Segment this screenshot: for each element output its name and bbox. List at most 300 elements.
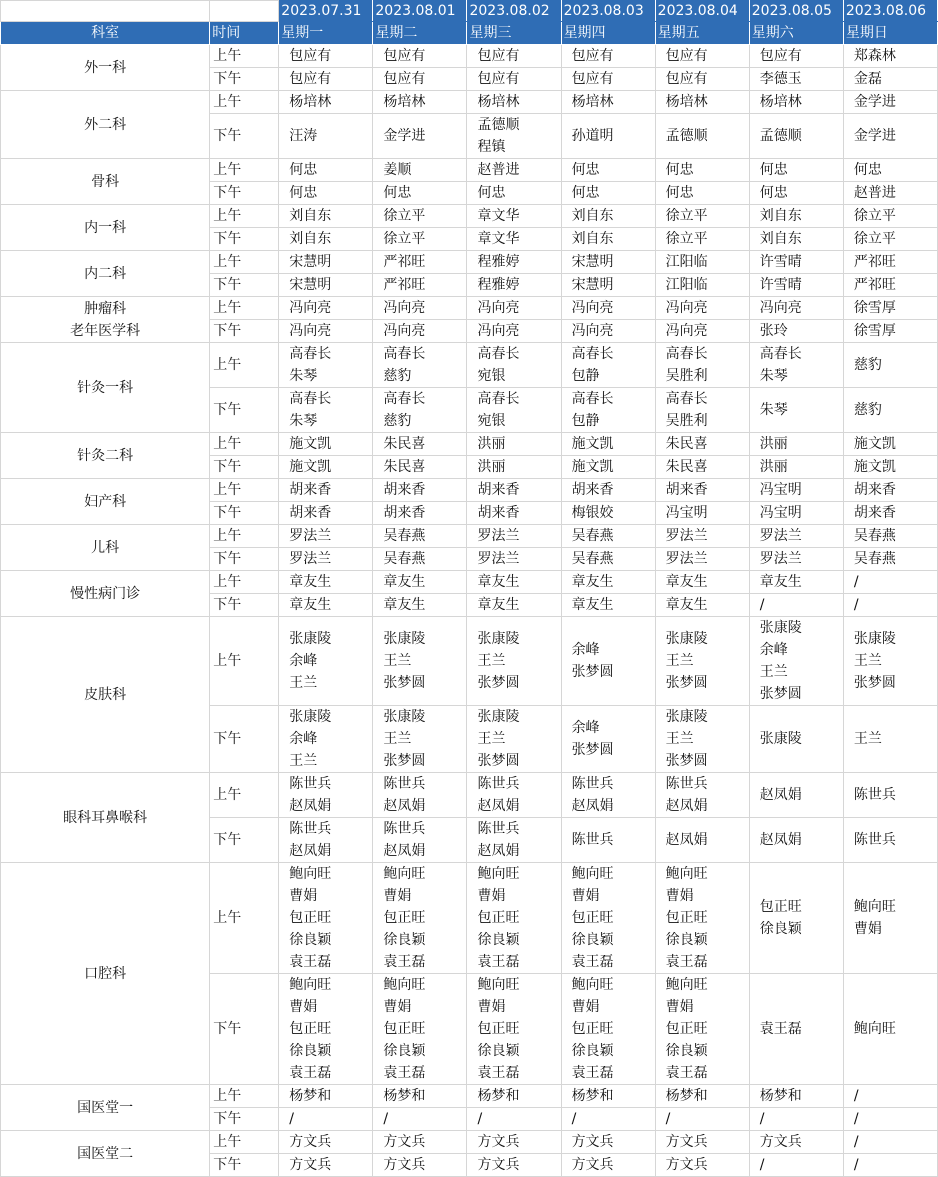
doctor-cell [279,479,373,502]
schedule-row [1,433,938,456]
doctor-name: 杨培林 [759,94,802,110]
doctor-cell [373,68,467,91]
doctor-name: 章友生 [665,597,708,613]
session-time: 上午 [210,91,279,114]
doctor-name: 高春长 [289,346,332,362]
doctor-name: 包应有 [571,48,614,64]
department-cell [1,479,210,525]
doctor-cell [279,182,373,205]
doctor-cell [467,297,561,320]
doctor-cell [279,91,373,114]
doctor-name: 曹娟 [571,888,600,904]
doctor-name: 陈世兵 [477,776,520,792]
doctor-name: 吴春燕 [853,551,896,567]
doctor-cell [373,571,467,594]
doctor-name: 张康陵 [289,709,332,725]
schedule-row [1,1085,938,1108]
doctor-cell [561,818,655,863]
session-time: 上午 [210,45,279,68]
doctor-name: 张康陵 [759,620,802,636]
doctor-name: 罗法兰 [289,551,332,567]
doctor-cell [843,320,937,343]
doctor-cell [467,228,561,251]
doctor-name: 吴春燕 [571,528,614,544]
doctor-cell [561,1108,655,1131]
doctor-cell [467,1154,561,1177]
doctor-name: 袁王磊 [477,954,520,970]
doctor-cell [749,594,843,617]
doctor-name: 曹娟 [665,999,694,1015]
doctor-name: 徐良颖 [477,1043,520,1059]
doctor-cell [561,502,655,525]
doctor-name: 严祁旺 [383,254,426,270]
doctor-cell [467,502,561,525]
doctor-cell [561,456,655,479]
doctor-name: 何忠 [853,162,882,178]
date-row [1,1,938,22]
doctor-name: 张康陵 [477,709,520,725]
doctor-cell [561,182,655,205]
doctor-name: 冯宝明 [759,482,802,498]
doctor-name: 慈豹 [853,357,882,373]
doctor-cell [373,297,467,320]
doctor-cell [843,68,937,91]
doctor-cell [843,1108,937,1131]
doctor-cell [279,1108,373,1131]
doctor-name: 何忠 [383,185,412,201]
doctor-cell [843,502,937,525]
doctor-cell [843,228,937,251]
doctor-name: 何忠 [571,185,600,201]
doctor-name: 朱民喜 [665,459,708,475]
doctor-name: 赵凤娟 [477,798,520,814]
doctor-cell [843,91,937,114]
doctor-cell [843,617,937,706]
doctor-name: 洪丽 [759,436,788,452]
doctor-name: 冯宝明 [665,505,708,521]
doctor-name: 袁王磊 [571,1065,614,1081]
doctor-name: 徐立平 [853,208,896,224]
doctor-name: 徐良颖 [289,932,332,948]
doctor-cell [843,114,937,159]
doctor-cell [655,1131,749,1154]
session-time: 上午 [210,433,279,456]
doctor-name: 高春长 [383,391,426,407]
session-time: 上午 [210,525,279,548]
doctor-cell [749,274,843,297]
doctor-name: 胡来香 [383,482,426,498]
doctor-name: 宛银 [477,413,506,429]
doctor-cell [843,818,937,863]
session-time: 下午 [210,706,279,773]
department-name: 外一科 [84,59,127,76]
doctor-name: 张梦圆 [571,664,614,680]
doctor-name: 朱琴 [759,368,788,384]
session-time: 上午 [210,205,279,228]
department-cell [1,45,210,91]
doctor-name: 方文兵 [289,1157,332,1173]
doctor-name: 鲍向旺 [383,866,426,882]
doctor-name: 张康陵 [383,631,426,647]
session-time: 下午 [210,182,279,205]
doctor-name: / [477,1111,483,1127]
doctor-cell [373,706,467,773]
doctor-name: 徐良颖 [477,932,520,948]
doctor-cell [467,863,561,974]
doctor-cell [373,617,467,706]
doctor-name: 杨梦和 [383,1088,426,1104]
doctor-name: 包正旺 [665,910,708,926]
doctor-cell [279,773,373,818]
doctor-name: 胡来香 [289,482,332,498]
doctor-cell [655,320,749,343]
doctor-cell [749,205,843,228]
doctor-cell [561,433,655,456]
doctor-name: 杨培林 [477,94,520,110]
doctor-name: 张玲 [759,323,788,339]
doctor-cell [467,91,561,114]
doctor-name: 刘自东 [289,208,332,224]
doctor-cell [561,1154,655,1177]
doctor-cell [373,1108,467,1131]
doctor-name: / [853,574,859,590]
doctor-name: / [759,1157,765,1173]
doctor-cell [467,45,561,68]
doctor-name: 鲍向旺 [289,977,332,993]
doctor-name: 包应有 [289,48,332,64]
doctor-cell [843,433,937,456]
doctor-cell [467,594,561,617]
doctor-name: 孙道明 [571,128,614,144]
doctor-cell [843,456,937,479]
doctor-name: 施文凯 [289,436,332,452]
doctor-cell [655,1108,749,1131]
doctor-name: 宋慧明 [289,254,332,270]
doctor-name: 宋慧明 [289,277,332,293]
doctor-name: 方文兵 [477,1134,520,1150]
doctor-name: 冯向亮 [477,300,520,316]
doctor-name: 程镇 [477,139,506,155]
doctor-name: 胡来香 [477,482,520,498]
doctor-name: 王兰 [477,731,506,747]
session-time: 上午 [210,617,279,706]
doctor-name: 方文兵 [383,1157,426,1173]
doctor-name: 陈世兵 [571,776,614,792]
session-time: 上午 [210,773,279,818]
session-time: 上午 [210,1085,279,1108]
doctor-cell [749,228,843,251]
session-time: 下午 [210,1154,279,1177]
doctor-cell [655,525,749,548]
weekday-header: 星期三 [467,22,561,45]
doctor-name: 赵凤娟 [665,798,708,814]
doctor-name: 鲍向旺 [665,866,708,882]
doctor-name: 吴春燕 [383,528,426,544]
department-cell [1,159,210,205]
weekday-header: 星期日 [843,22,937,45]
doctor-name: 鲍向旺 [383,977,426,993]
doctor-name: 杨培林 [571,94,614,110]
doctor-name: 朱琴 [289,368,318,384]
doctor-cell [373,1085,467,1108]
doctor-name: 刘自东 [759,208,802,224]
doctor-name: 徐良颖 [571,1043,614,1059]
doctor-name: 杨培林 [383,94,426,110]
doctor-name: 孟德顺 [477,117,520,133]
schedule-row [1,525,938,548]
doctor-cell [655,205,749,228]
doctor-name: / [571,1111,577,1127]
department-cell [1,617,210,773]
date-header: 2023.07.31 [279,1,373,22]
doctor-name: 王兰 [759,664,788,680]
doctor-cell [373,456,467,479]
doctor-cell [373,1131,467,1154]
department-name: 口腔科 [84,965,127,982]
doctor-cell [843,974,937,1085]
doctor-name: 冯向亮 [383,300,426,316]
session-time: 下午 [210,818,279,863]
doctor-cell [467,1131,561,1154]
doctor-name: 宋慧明 [571,277,614,293]
doctor-cell [467,548,561,571]
doctor-cell [373,773,467,818]
doctor-name: 宋慧明 [571,254,614,270]
doctor-name: 包应有 [665,48,708,64]
doctor-cell [467,1108,561,1131]
doctor-cell [279,159,373,182]
doctor-name: 章友生 [759,574,802,590]
schedule-row [1,1131,938,1154]
doctor-name: 罗法兰 [477,551,520,567]
doctor-name: 何忠 [477,185,506,201]
doctor-name: 鲍向旺 [477,866,520,882]
doctor-name: 徐良颖 [383,1043,426,1059]
department-name: 慢性病门诊 [70,585,141,602]
doctor-name: 赵凤娟 [289,798,332,814]
doctor-name: 徐良颖 [665,932,708,948]
doctor-name: 徐立平 [665,231,708,247]
doctor-cell [843,182,937,205]
session-time: 上午 [210,571,279,594]
doctor-cell [279,706,373,773]
doctor-cell [655,617,749,706]
doctor-name: 徐立平 [383,208,426,224]
doctor-cell [843,571,937,594]
doctor-name: / [759,597,765,613]
doctor-name: 方文兵 [383,1134,426,1150]
doctor-name: 章文华 [477,208,520,224]
doctor-cell [279,617,373,706]
doctor-name: 徐立平 [665,208,708,224]
doctor-cell [843,548,937,571]
doctor-name: 刘自东 [571,231,614,247]
doctor-name: 方文兵 [571,1157,614,1173]
doctor-name: / [665,1111,671,1127]
doctor-name: 方文兵 [571,1134,614,1150]
doctor-cell [749,320,843,343]
session-time: 下午 [210,388,279,433]
doctor-name: 方文兵 [665,1134,708,1150]
doctor-cell [279,114,373,159]
doctor-name: 曹娟 [571,999,600,1015]
doctor-name: / [759,1111,765,1127]
doctor-name: 何忠 [571,162,600,178]
doctor-name: 罗法兰 [289,528,332,544]
doctor-cell [655,68,749,91]
doctor-name: 刘自东 [571,208,614,224]
doctor-cell [373,159,467,182]
doctor-cell [561,571,655,594]
doctor-name: 赵凤娟 [759,832,802,848]
doctor-cell [561,320,655,343]
doctor-name: 金学进 [383,128,426,144]
doctor-name: 吴胜利 [665,368,708,384]
doctor-name: 包应有 [571,71,614,87]
doctor-name: 张梦圆 [571,742,614,758]
doctor-name: 高春长 [571,391,614,407]
doctor-cell [655,274,749,297]
doctor-name: 鲍向旺 [853,899,896,915]
doctor-cell [749,706,843,773]
doctor-name: 宛银 [477,368,506,384]
doctor-name: 包正旺 [289,1021,332,1037]
doctor-name: 慈豹 [383,368,412,384]
doctor-cell [373,205,467,228]
doctor-name: 包应有 [289,71,332,87]
department-name: 儿科 [91,539,120,556]
doctor-cell [655,1154,749,1177]
doctor-name: 鲍向旺 [571,866,614,882]
doctor-name: 冯向亮 [571,323,614,339]
doctor-name: 冯向亮 [759,300,802,316]
doctor-name: 包正旺 [477,1021,520,1037]
doctor-name: 鲍向旺 [853,1021,896,1037]
department-cell [1,297,210,343]
doctor-name: 鲍向旺 [477,977,520,993]
doctor-name: 程雅婷 [477,277,520,293]
doctor-cell [279,68,373,91]
doctor-name: 陈世兵 [383,821,426,837]
doctor-name: 慈豹 [853,402,882,418]
doctor-name: 杨梦和 [289,1088,332,1104]
department-cell [1,433,210,479]
doctor-cell [279,388,373,433]
doctor-name: 包正旺 [383,910,426,926]
date-header: 2023.08.06 [843,1,937,22]
doctor-cell [843,343,937,388]
doctor-name: 朱琴 [289,413,318,429]
doctor-name: 赵凤娟 [759,787,802,803]
doctor-name: 包正旺 [571,910,614,926]
doctor-cell [373,1154,467,1177]
doctor-name: 冯向亮 [289,323,332,339]
doctor-cell [749,1154,843,1177]
doctor-cell [373,594,467,617]
doctor-name: 章友生 [477,574,520,590]
doctor-cell [655,1085,749,1108]
doctor-cell [843,251,937,274]
department-name: 骨科 [91,173,120,190]
doctor-cell [467,159,561,182]
doctor-name: 余峰 [571,642,600,658]
doctor-name: 包静 [571,368,600,384]
doctor-name: 袁王磊 [383,1065,426,1081]
doctor-name: 冯向亮 [665,300,708,316]
session-time: 上午 [210,479,279,502]
doctor-cell [655,502,749,525]
doctor-cell [279,251,373,274]
doctor-name: 刘自东 [289,231,332,247]
doctor-cell [373,548,467,571]
doctor-name: 曹娟 [853,921,882,937]
doctor-name: 金学进 [853,128,896,144]
session-time: 下午 [210,320,279,343]
doctor-cell [467,182,561,205]
schedule-row [1,91,938,114]
doctor-cell [467,974,561,1085]
doctor-cell [749,617,843,706]
doctor-cell [561,1131,655,1154]
doctor-cell [279,320,373,343]
weekday-header: 星期二 [373,22,467,45]
doctor-name: 杨培林 [665,94,708,110]
doctor-name: 张梦圆 [665,753,708,769]
doctor-cell [373,228,467,251]
doctor-name: 余峰 [289,731,318,747]
doctor-cell [655,863,749,974]
doctor-name: 章友生 [665,574,708,590]
doctor-name: 徐雪厚 [853,300,896,316]
doctor-name: 高春长 [477,346,520,362]
doctor-name: 鲍向旺 [289,866,332,882]
doctor-cell [373,343,467,388]
doctor-cell [467,818,561,863]
department-cell [1,91,210,159]
doctor-name: 严祁旺 [853,254,896,270]
doctor-name: 高春长 [571,346,614,362]
doctor-name: 孟德顺 [665,128,708,144]
doctor-cell [843,1085,937,1108]
doctor-name: 王兰 [289,675,318,691]
doctor-name: 罗法兰 [759,551,802,567]
doctor-cell [467,617,561,706]
date-header: 2023.08.02 [467,1,561,22]
session-time: 下午 [210,548,279,571]
doctor-name: 方文兵 [665,1157,708,1173]
doctor-cell [749,1108,843,1131]
doctor-cell [279,863,373,974]
doctor-name: 赵凤娟 [383,798,426,814]
doctor-name: 张康陵 [665,709,708,725]
doctor-name: 杨培林 [289,94,332,110]
doctor-cell [561,297,655,320]
department-name: 皮肤科 [84,686,127,703]
doctor-name: 曹娟 [477,999,506,1015]
doctor-name: 张梦圆 [383,675,426,691]
doctor-cell [843,297,937,320]
doctor-name: 包正旺 [477,910,520,926]
doctor-name: 江阳临 [665,254,708,270]
weekday-header: 星期六 [749,22,843,45]
doctor-cell [655,114,749,159]
doctor-cell [749,433,843,456]
weekday-header: 星期一 [279,22,373,45]
doctor-name: 高春长 [289,391,332,407]
department-cell [1,1131,210,1177]
weekday-header: 星期四 [561,22,655,45]
doctor-name: 施文凯 [289,459,332,475]
